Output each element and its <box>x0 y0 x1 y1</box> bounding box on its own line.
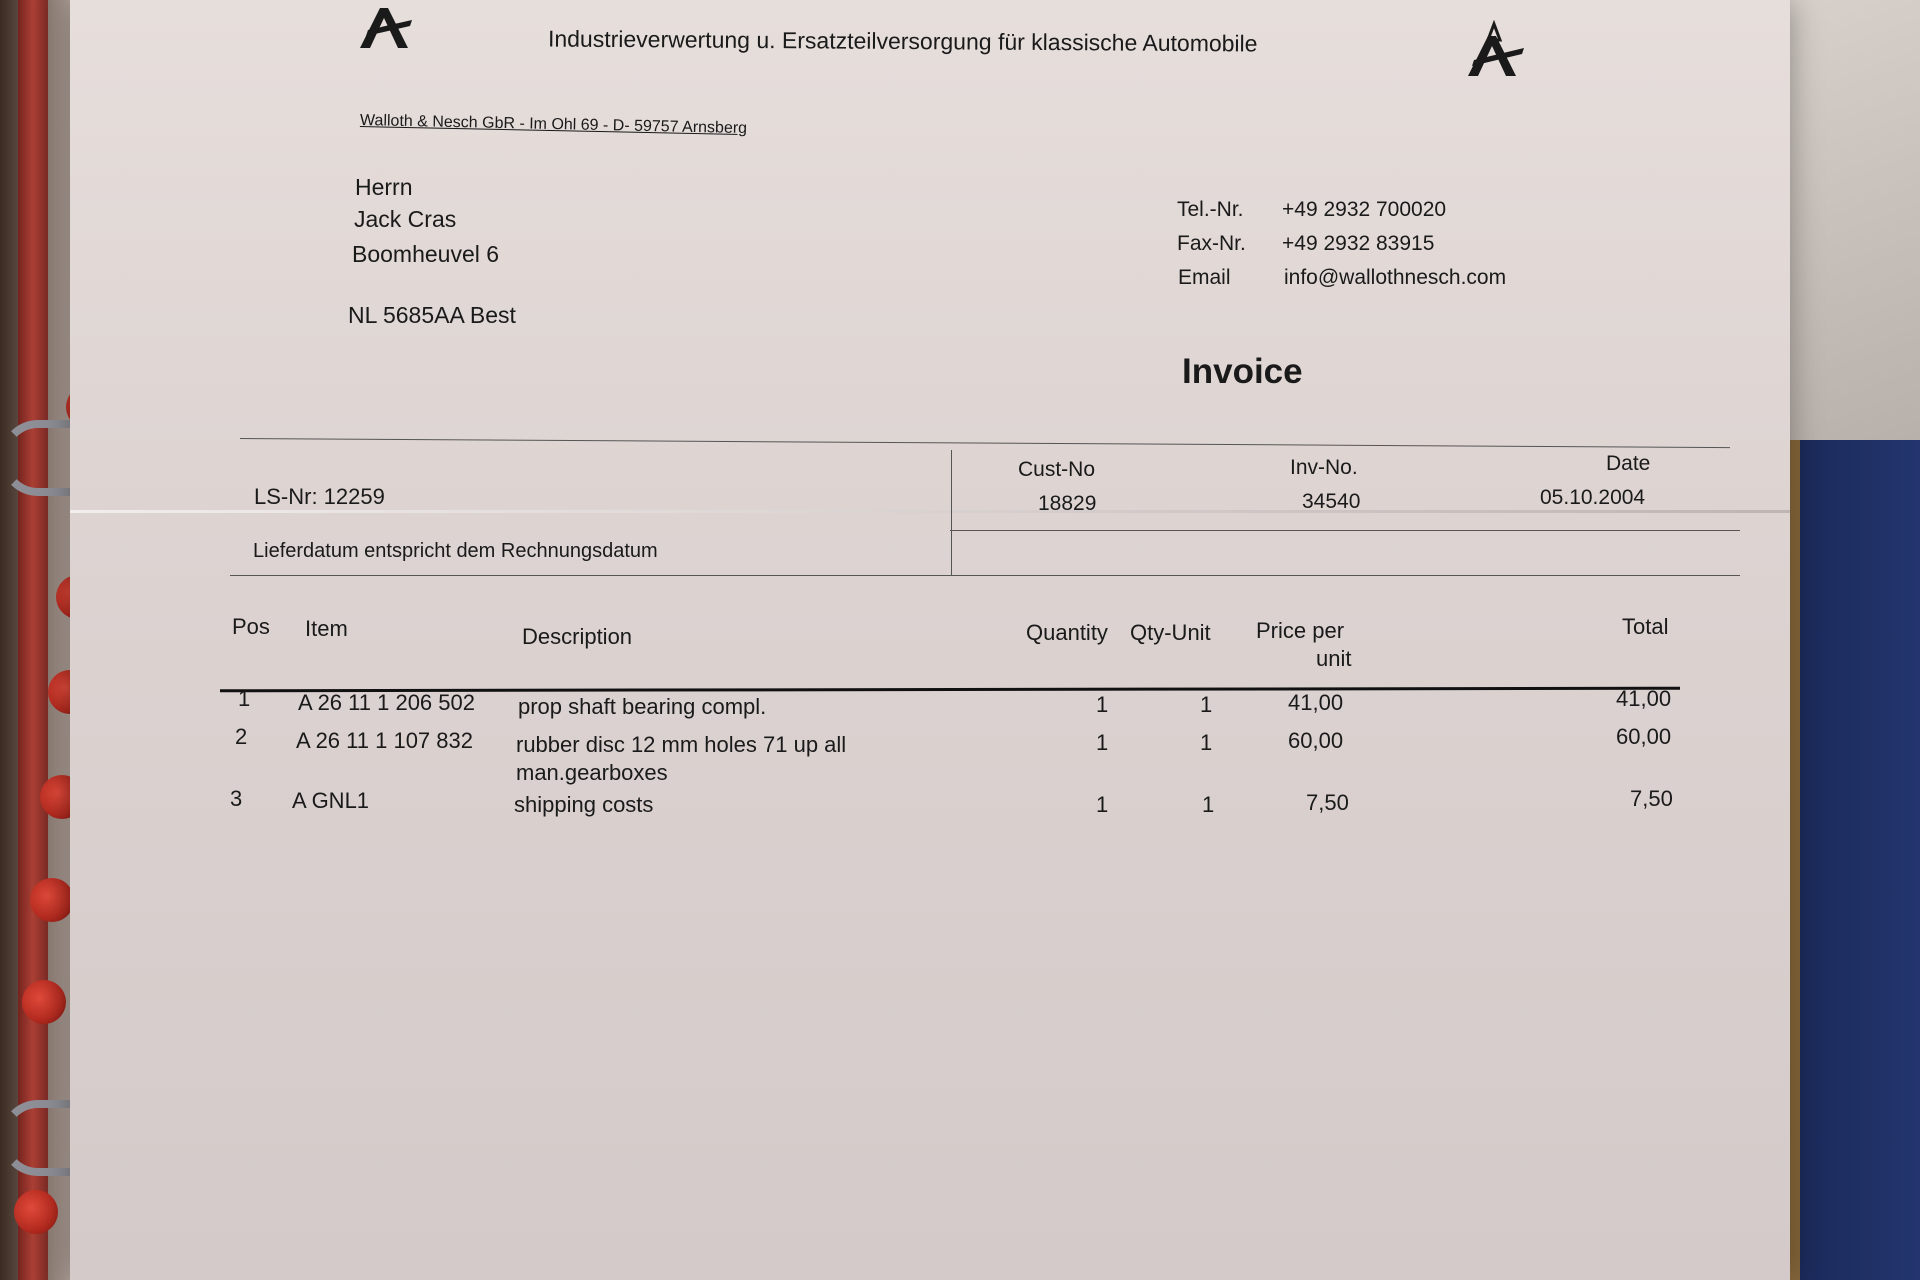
row-price: 60,00 <box>1288 728 1344 753</box>
col-header-quantity: Quantity <box>1026 620 1108 645</box>
cust-no-value: 18829 <box>1038 492 1097 515</box>
col-header-price-unit: unit <box>1316 646 1352 671</box>
col-header-price: Price per <box>1256 618 1345 643</box>
row-pos: 2 <box>235 724 248 749</box>
recipient-city: NL 5685AA Best <box>348 302 516 328</box>
document-title: Invoice <box>1182 352 1303 391</box>
meta-box-bottom-rule <box>230 575 1740 576</box>
row-total: 41,00 <box>1616 686 1672 711</box>
row-price: 7,50 <box>1306 790 1349 815</box>
row-qty-unit: 1 <box>1202 792 1215 817</box>
company-tagline: Industrieverwertung u. Ersatzteilversorgung für klassische Automobile <box>547 25 1258 57</box>
inv-no-value: 34540 <box>1302 490 1361 513</box>
tel-value: +49 2932 700020 <box>1282 198 1447 221</box>
row-description: rubber disc 12 mm holes 71 up all <box>516 732 847 757</box>
cust-no-label: Cust-No <box>1018 458 1096 481</box>
ls-number: LS-Nr: 12259 <box>254 484 385 509</box>
blue-folder <box>1800 420 1920 1280</box>
date-label: Date <box>1606 452 1651 475</box>
date-value: 05.10.2004 <box>1540 486 1646 509</box>
col-header-item: Item <box>305 616 348 641</box>
row-quantity: 1 <box>1096 792 1109 817</box>
row-qty-unit: 1 <box>1200 692 1213 717</box>
row-total: 7,50 <box>1630 786 1673 811</box>
col-header-total: Total <box>1622 614 1669 639</box>
fax-value: +49 2932 83915 <box>1282 232 1435 255</box>
invoice-sheet <box>70 0 1790 1280</box>
row-qty-unit: 1 <box>1200 730 1213 755</box>
row-item: A 26 11 1 206 502 <box>298 690 475 715</box>
row-item: A 26 11 1 107 832 <box>296 728 473 753</box>
recipient-salutation: Herrn <box>355 174 413 200</box>
delivery-note: Lieferdatum entspricht dem Rechnungsdatum <box>253 540 658 562</box>
row-price: 41,00 <box>1288 690 1344 715</box>
punch-hole <box>30 878 74 922</box>
inv-no-label: Inv-No. <box>1290 456 1358 479</box>
sender-address-line: Walloth & Nesch GbR - Im Ohl 69 - D- 59757 Arnsberg <box>359 112 748 138</box>
row-pos: 3 <box>230 786 243 811</box>
punch-hole <box>14 1190 58 1234</box>
email-value: info@wallothnesch.com <box>1284 266 1507 289</box>
paper-fold <box>70 510 1790 513</box>
company-logo-icon <box>1458 20 1528 80</box>
row-total: 60,00 <box>1616 724 1672 749</box>
meta-box-mid-rule <box>950 530 1740 531</box>
meta-box-divider <box>951 450 952 575</box>
row-quantity: 1 <box>1096 730 1109 755</box>
row-item: A GNL1 <box>292 788 370 813</box>
meta-box-top-rule <box>240 438 1730 448</box>
recipient-street: Boomheuvel 6 <box>352 241 500 267</box>
email-label: Email <box>1178 266 1231 289</box>
fax-label: Fax-Nr. <box>1177 232 1246 255</box>
tel-label: Tel.-Nr. <box>1177 198 1244 221</box>
row-quantity: 1 <box>1096 692 1109 717</box>
col-header-pos: Pos <box>232 614 270 639</box>
company-logo-icon <box>350 0 420 60</box>
row-description: shipping costs <box>514 792 654 817</box>
recipient-name: Jack Cras <box>354 206 457 232</box>
col-header-qty-unit: Qty-Unit <box>1130 620 1211 645</box>
col-header-description: Description <box>522 624 633 649</box>
row-pos: 1 <box>238 686 251 711</box>
row-description: prop shaft bearing compl. <box>518 694 767 719</box>
punch-hole <box>22 980 66 1024</box>
binder-strip <box>18 0 48 1280</box>
row-description-continued: man.gearboxes <box>516 760 668 785</box>
